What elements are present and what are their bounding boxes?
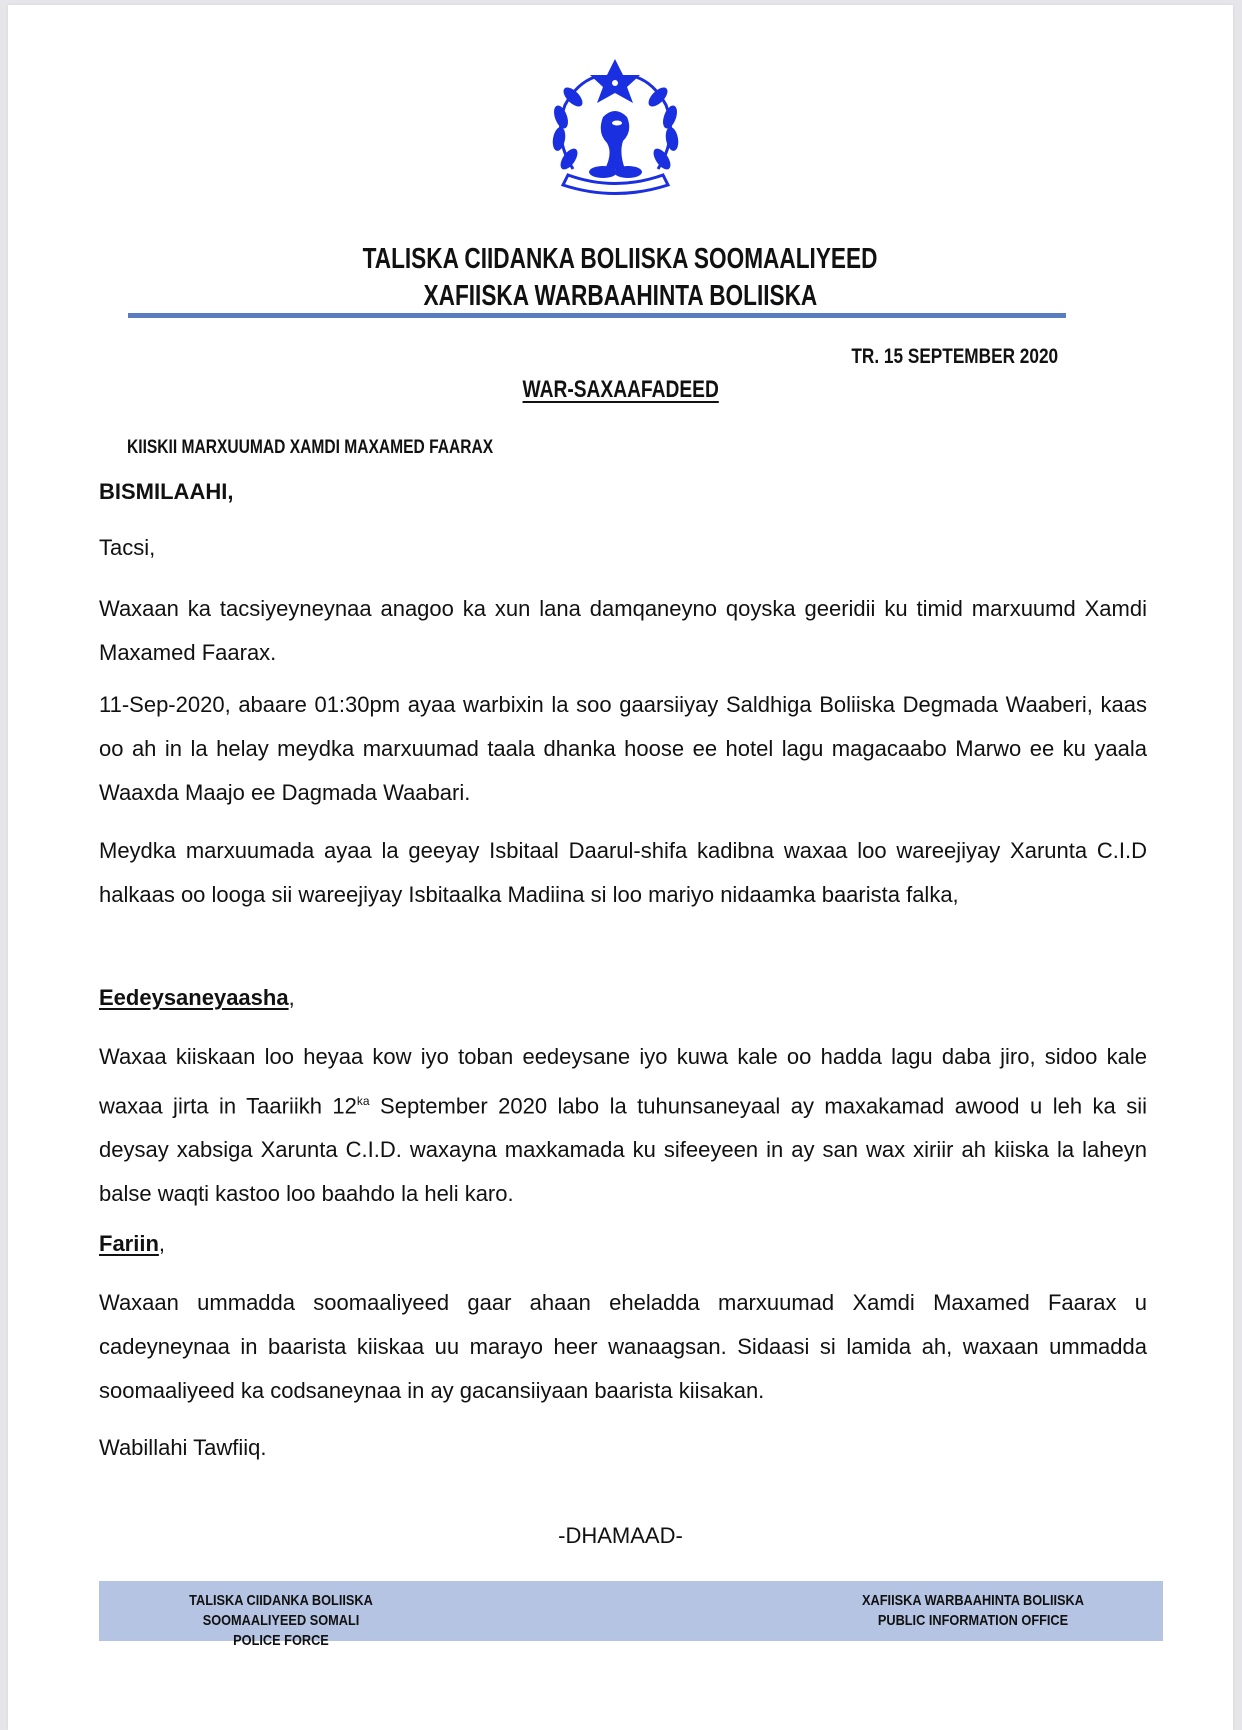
document-page <box>8 5 1233 1730</box>
header-title <box>8 243 1233 276</box>
paragraph-report-text: 11-Sep-2020, abaare 01:30pm ayaa warbixin la soo gaarsiiyay Saldhiga Boliiska Degmada Waaberi, kaas oo ah in la helay meydka marxuumad taala dhanka hoose ee hotel lagu magacaabo Marwo ee ku yaala Waaxda Maajo ee Dagmada Waabari. <box>99 692 1147 805</box>
paragraph-message <box>99 1281 1147 1413</box>
ordinal-suffix: ka <box>356 1094 370 1108</box>
paragraph-transfer-text: Meydka marxuumada ayaa la geeyay Isbitaal Daarul-shifa kadibna waxaa loo wareejiyay Xarunta C.I.D halkaas oo looga sii wareejiyay Isbitaalka Madiina si loo mariyo nidaamka baarista falka, <box>99 838 1147 907</box>
paragraph-condolence <box>99 587 1147 675</box>
case-title-text: KIISKII MARXUUMAD XAMDI MAXAMED FAARAX <box>127 437 494 458</box>
section-heading-suspects <box>99 985 295 1011</box>
paragraph-suspects-text <box>99 1035 1147 1216</box>
footer-bar <box>99 1581 1163 1649</box>
paragraph-report <box>99 683 1147 815</box>
document-title <box>8 376 1233 404</box>
suspects-text-part-1: Waxaa kiiskaan loo heyaa kow iyo toban eedeysane iyo kuwa kale oo hadda lagu daba jiro, sidoo kale waxaa jirta in Taariikh 12 <box>99 1044 1147 1119</box>
greeting: BISMILAAHI, <box>99 479 234 504</box>
date-text: TR. 15 SEPTEMBER 2020 <box>851 345 1058 368</box>
footer-left <box>111 1591 451 1651</box>
document-date <box>806 345 1058 369</box>
paragraph-condolence-text: Waxaan ka tacsiyeyneynaa anagoo ka xun lana damqaneyno qoyska geeridii ku timid marxuumd Xamdi Maxamed Faarax. <box>99 596 1147 665</box>
suspects-heading-text: Eedeysaneyaasha <box>99 985 289 1010</box>
paragraph-suspects <box>99 1035 1147 1216</box>
closing-line: Wabillahi Tawfiiq. <box>99 1435 267 1460</box>
salutation: Tacsi, <box>99 535 156 560</box>
paragraph-transfer <box>99 829 1147 917</box>
police-emblem-icon <box>543 57 688 199</box>
case-title <box>127 437 574 459</box>
section-heading-message <box>99 1231 165 1257</box>
footer-right-line-2: PUBLIC INFORMATION OFFICE <box>877 1612 1069 1629</box>
message-heading-punct: , <box>158 1231 166 1256</box>
footer-left-line-2: POLICE FORCE <box>233 1632 329 1649</box>
header-line-1: TALISKA CIIDANKA BOLIISKA SOOMAALIYEED <box>363 243 878 275</box>
suspects-heading-punct: , <box>288 985 295 1010</box>
title-text: WAR-SAXAAFADEED <box>522 376 719 403</box>
message-heading-text: Fariin <box>99 1231 159 1256</box>
footer-right <box>823 1591 1123 1631</box>
paragraph-message-text: Waxaan ummadda soomaaliyeed gaar ahaan eheladda marxuumad Xamdi Maxamed Faarax u cadeyneynaa in baarista kiiskaa uu marayo heer wanaagsan. Sidaasi si lamida ah, waxaan ummadda soomaaliyeed ka codsaneynaa in ay gacansiiyaan baarista kiisakan. <box>99 1290 1147 1403</box>
header-subtitle <box>8 280 1233 313</box>
footer-left-line-1: TALISKA CIIDANKA BOLIISKA SOOMAALIYEED SOMALI <box>189 1592 373 1629</box>
suspects-text-part-2: September 2020 labo la tuhunsaneyaal ay maxakamad awood u leh ka sii deysay xabsiga Xarunta C.I.D. waxayna maxkamada ku sifeeyeen in ay san wax xiriir ah kiiska la laheyn balse waqti kastoo loo baahdo la heli karo. <box>99 1093 1147 1207</box>
end-mark: -DHAMAAD- <box>558 1523 683 1548</box>
header-line-2: XAFIISKA WARBAAHINTA BOLIISKA <box>423 280 818 312</box>
footer-right-line-1: XAFIISKA WARBAAHINTA BOLIISKA <box>862 1592 1084 1609</box>
header-divider <box>128 313 1066 318</box>
